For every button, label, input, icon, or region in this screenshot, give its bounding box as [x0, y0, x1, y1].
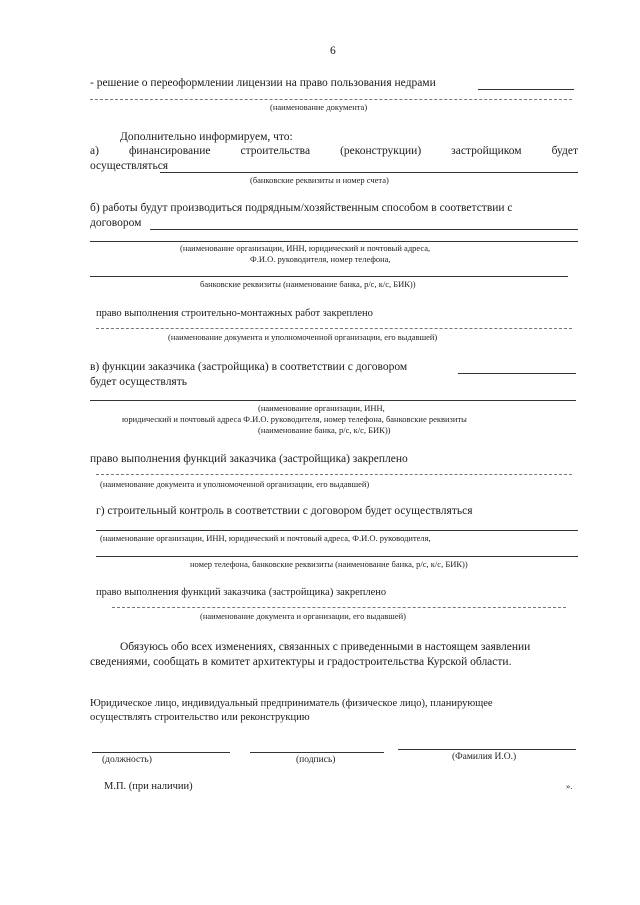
item-v-note1: (наименование организации, ИНН, — [258, 403, 385, 413]
item-a-word: (реконструкции) — [340, 145, 422, 157]
obligation-line2: сведениями, сообщать в комитет архитектуры и градостроительства Курской области. — [90, 656, 512, 668]
blank-line — [150, 229, 578, 230]
page-number: 6 — [330, 45, 336, 57]
blank-line — [112, 607, 566, 608]
item-a-line2: осуществляться — [90, 160, 169, 172]
item-a-word: строительства — [240, 145, 311, 157]
quote-mark: ». — [566, 781, 573, 791]
signature-name-label: (Фамилия И.О.) — [452, 752, 517, 762]
item-b-right: право выполнения строительно-монтажных работ закреплено — [96, 308, 373, 319]
item-a-note: (банковские реквизиты и номер счета) — [250, 175, 389, 185]
item-g-note1: (наименование организации, ИНН, юридический и почтовый адреса, Ф.И.О. руководителя, — [100, 533, 431, 543]
license-note: (наименование документа) — [270, 102, 368, 112]
item-v-note2: юридический и почтовый адреса Ф.И.О. руководителя, номер телефона, банковские реквизиты — [122, 414, 467, 424]
blank-line — [96, 556, 578, 557]
item-b-note2: Ф.И.О. руководителя, номер телефона, — [250, 254, 391, 264]
intro-text: Дополнительно информируем, что: — [120, 131, 293, 143]
item-a-word: финансирование — [128, 145, 211, 157]
legal-line1: Юридическое лицо, индивидуальный предприниматель (физическое лицо), планирующее — [90, 698, 493, 709]
item-a-word: будет — [551, 145, 578, 157]
blank-line — [90, 276, 568, 277]
blank-line — [458, 373, 576, 374]
signature-signature-line — [250, 752, 384, 753]
item-v-right: право выполнения функций заказчика (застройщика) закреплено — [90, 453, 408, 465]
item-v-note3: (наименование банка, р/с, к/с, БИК)) — [258, 425, 391, 435]
item-a-word: застройщиком — [451, 145, 522, 157]
signature-position-label: (должность) — [102, 755, 152, 765]
item-g-right: право выполнения функций заказчика (застройщика) закреплено — [96, 587, 387, 598]
blank-line — [96, 328, 572, 329]
signature-position-line — [92, 752, 230, 753]
item-v-right-note: (наименование документа и уполномоченной организации, его выдавшей) — [100, 479, 370, 489]
item-v-line1: в) функции заказчика (застройщика) в соответствии с договором — [90, 361, 408, 373]
item-b-line2: договором — [90, 217, 142, 229]
item-a-line1 — [90, 144, 578, 158]
item-g-note2: номер телефона, банковские реквизиты (наименование банка, р/с, к/с, БИК)) — [190, 559, 468, 569]
item-v-line2: будет осуществлять — [90, 376, 187, 388]
legal-line2: осуществлять строительство или реконструкцию — [90, 712, 310, 723]
blank-line — [160, 172, 578, 173]
item-b-line1: б) работы будут производиться подрядным/хозяйственным способом в соответствии с — [90, 202, 513, 214]
item-g-line1: г) строительный контроль в соответствии с договором будет осуществляться — [96, 505, 473, 517]
item-b-right-note: (наименование документа и уполномоченной организации, его выдавшей) — [168, 332, 438, 342]
item-a-word: а) — [90, 145, 99, 157]
item-b-note1: (наименование организации, ИНН, юридический и почтовый адреса, — [180, 243, 431, 253]
item-b-note3: банковские реквизиты (наименование банка, р/с, к/с, БИК)) — [200, 279, 416, 289]
blank-line — [96, 474, 572, 475]
blank-line — [90, 99, 572, 100]
blank-line — [90, 241, 578, 242]
signature-name-line — [398, 749, 576, 750]
obligation-line1: Обязуюсь обо всех изменениях, связанных с приведенными в настоящем заявлении — [120, 641, 531, 653]
stamp-label: М.П. (при наличии) — [104, 781, 193, 792]
license-line: - решение о переоформлении лицензии на право пользования недрами — [90, 77, 436, 89]
signature-signature-label: (подпись) — [296, 755, 336, 765]
blank-line — [96, 530, 578, 531]
blank-line — [478, 89, 574, 90]
blank-line — [90, 400, 576, 401]
item-g-right-note: (наименование документа и организации, его выдавшей) — [200, 611, 406, 621]
